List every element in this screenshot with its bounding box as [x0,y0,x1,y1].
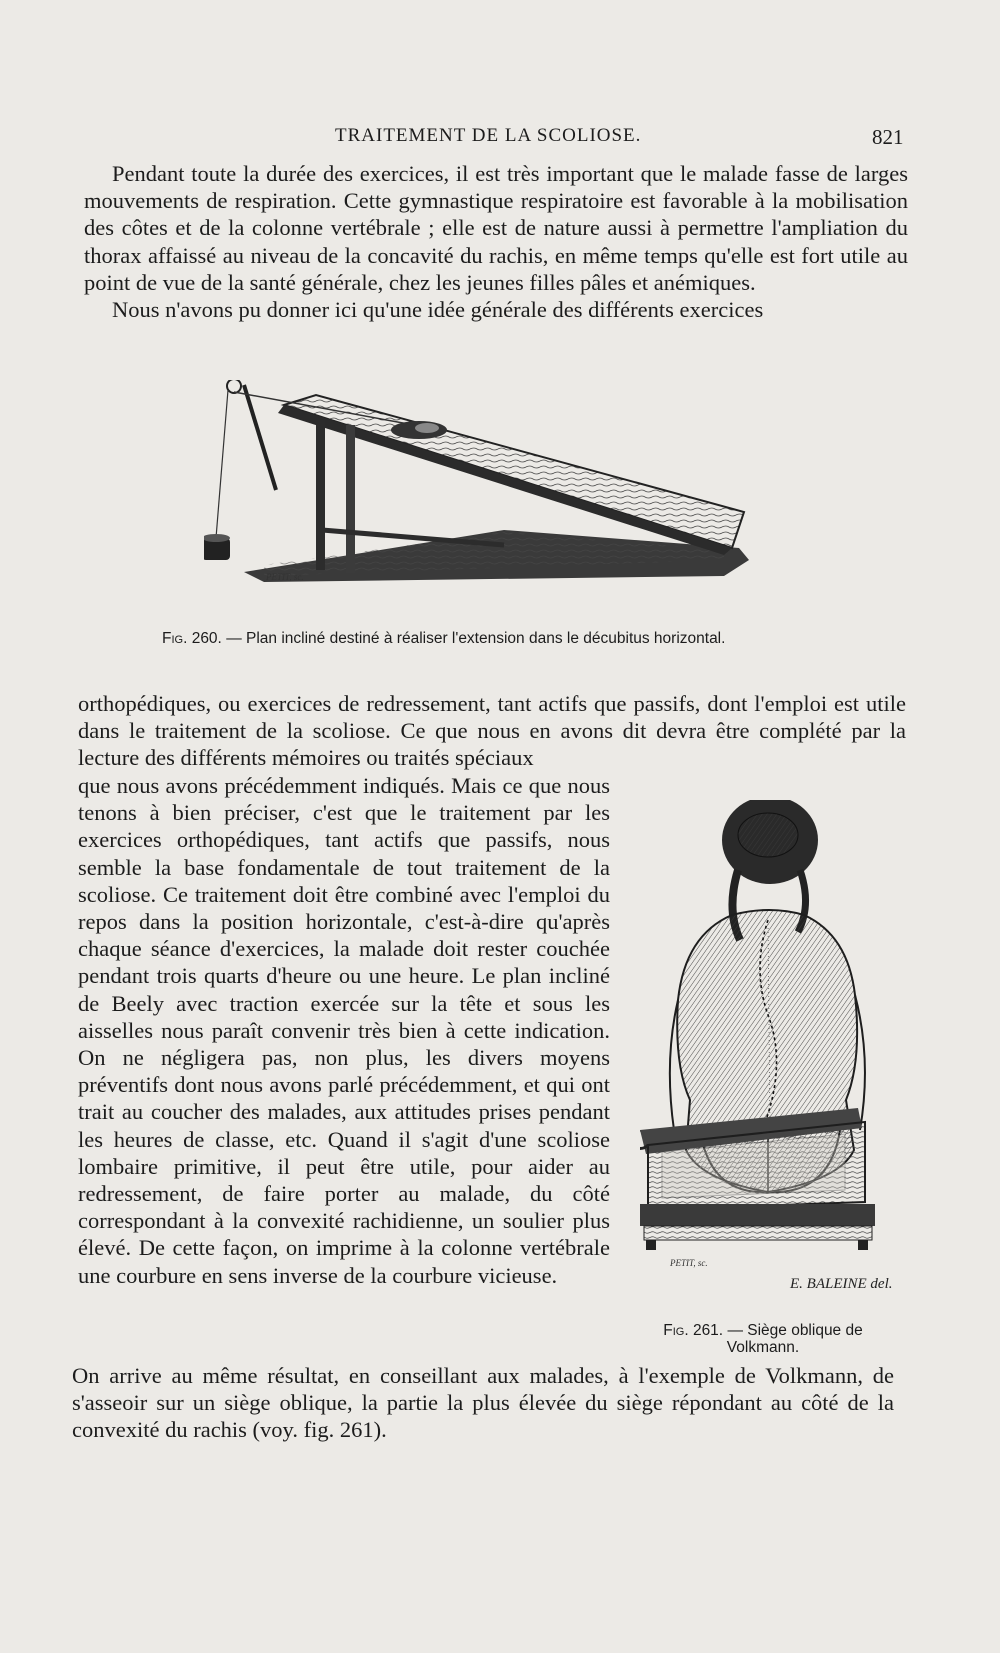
paragraph-respiration [84,160,908,323]
engraver-mark: PETIT, sc. [266,572,304,582]
figure-261-caption [658,1322,868,1356]
figure-caption-text: — Plan incliné destiné à réaliser l'extension dans le décubitus horizontal. [226,630,726,647]
paragraph-text: orthopédiques, ou exercices de redressement, tant actifs que passifs, dont l'emploi est utile dans le traitement de la scoliose. Ce que nous en avons dit devra être complété par la lecture des différents mémoires ou traités spéciaux [78,691,906,771]
figure-caption-text: — Siège oblique de Volkmann. [726,1322,863,1356]
paragraph-text: Nous n'avons pu donner ici qu'une idée générale des différents exercices [112,297,764,323]
paragraph-text: que nous avons précédemment indiqués. Mais ce que nous tenons à bien préciser, c'est que le traitement par les exercices orthopédiques, tant actifs que passifs, nous semble la base fondamentale de tout traitement de la scoliose. Ce traitement doit être combiné avec l'emploi du repos dans la position horizontale, c'est-à-dire qu'après chaque séance d'exercices, la malade doit rester couchée pendant trois quarts d'heure ou une heure. Le plan incliné de Beely avec traction exercée sur la tête et sous les aisselles nous paraît convenir très bien à cette indication. On ne négligera pas, non plus, les divers moyens préventifs dont nous avons parlé précédemment, et qui ont trait au coucher des malades, aux attitudes prises pendant les heures de classe, etc. Quand il s'agit d'une scoliose lombaire primitive, il peut être utile, pour aider au redressement, de faire porter au malade, du côté correspondant à la convexité rachidienne, un soulier plus élevé. De cette façon, on imprime à la colonne vertébrale une courbure en sens inverse de la courbure vicieuse. [78,773,610,1288]
paragraph-volkmann [72,1362,894,1444]
figure-260-inclined-plane [204,380,794,612]
figure-260-caption [162,630,725,648]
figure-label: Fig. 261. [663,1322,724,1339]
figure-261-volkmann-seat [640,800,895,1300]
running-title: TRAITEMENT DE LA SCOLIOSE. [335,125,642,146]
volkmann-seat-illustration [640,800,895,1300]
figure-label: Fig. 260. [162,630,222,647]
paragraph-text: On arrive au même résultat, en conseillant aux malades, à l'exemple de Volkmann, de s'asseoir sur un siège oblique, la partie la plus élevée du siège répondant au côté de la convexité du rachis (voy. fig. 261). [72,1363,894,1443]
paragraph-text: Pendant toute la durée des exercices, il est très important que le malade fasse de larges mouvements de respiration. Cette gymnastique respiratoire est favorable à la mobilisation des côtes et de la colonne vertébrale ; elle est de nature aussi à permettre l'ampliation du thorax affaissé au niveau de la concavité du rachis, en même temps qu'elle est fort utile au point de vue de la santé générale, chez les jeunes filles pâles et anémiques. [84,161,908,295]
page-number: 821 [872,125,904,149]
artist-signature: E. BALEINE del. [790,1276,893,1292]
paragraph-treatment-rest [78,772,610,1289]
page-header [0,125,1000,155]
paragraph-orthopedic-exercises [78,690,906,772]
engraver-mark: PETIT, sc. [670,1258,708,1268]
